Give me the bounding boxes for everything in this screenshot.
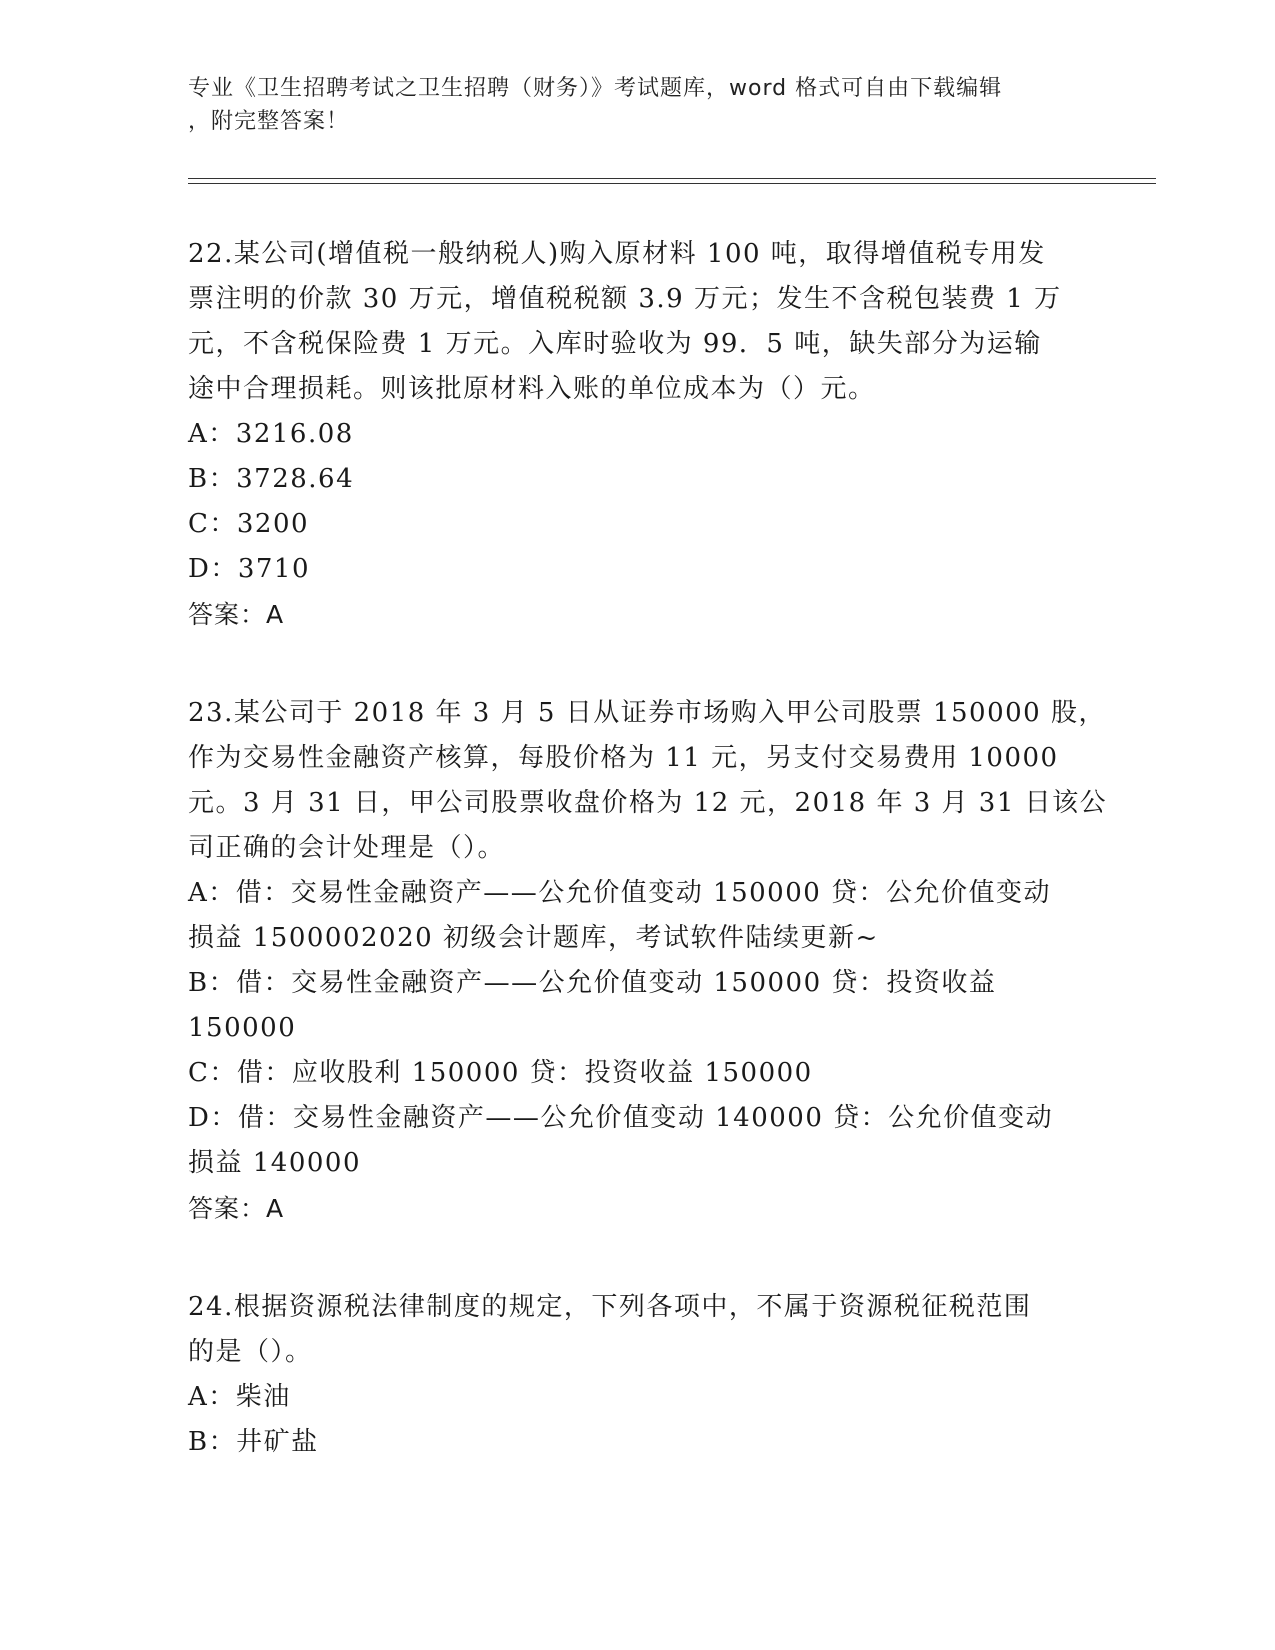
option-c bbox=[188, 502, 1088, 547]
question-stem-line: 24.根据资源税法律制度的规定，下列各项中，不属于资源税征税范围 bbox=[188, 1292, 1032, 1322]
option-a bbox=[188, 871, 1088, 961]
question-23 bbox=[188, 691, 1108, 1231]
question-stem-line: 司正确的会计处理是（）。 bbox=[188, 833, 506, 863]
question-stem bbox=[188, 232, 1088, 412]
option-line: B：井矿盐 bbox=[188, 1427, 319, 1457]
option-d bbox=[188, 1096, 1088, 1186]
option-line: 损益 1500002020 初级会计题库，考试软件陆续更新~ bbox=[188, 923, 879, 953]
option-line: C：3200 bbox=[188, 509, 310, 539]
question-stem bbox=[188, 1285, 1088, 1375]
option-d bbox=[188, 547, 1088, 592]
question-stem bbox=[188, 691, 1108, 871]
question-24 bbox=[188, 1285, 1088, 1465]
header-line: ，附完整答案！ bbox=[188, 109, 350, 134]
header-divider-bottom bbox=[188, 183, 1156, 184]
option-line: B：借：交易性金融资产——公允价值变动 150000 贷：投资收益 bbox=[188, 968, 997, 998]
question-stem-line: 22.某公司(增值税一般纳税人)购入原材料 100 吨，取得增值税专用发 bbox=[188, 239, 1046, 269]
option-line: C：借：应收股利 150000 贷：投资收益 150000 bbox=[188, 1058, 813, 1088]
option-a bbox=[188, 412, 1088, 457]
option-line: A：借：交易性金融资产——公允价值变动 150000 贷：公允价值变动 bbox=[188, 878, 1052, 908]
answer-line: 答案：A bbox=[188, 1194, 285, 1223]
document-header bbox=[188, 72, 1088, 138]
question-list bbox=[188, 232, 1108, 1519]
answer-line: 答案：A bbox=[188, 600, 285, 629]
option-line: D：借：交易性金融资产——公允价值变动 140000 贷：公允价值变动 bbox=[188, 1103, 1054, 1133]
option-line: A：柴油 bbox=[188, 1382, 291, 1412]
option-line: 150000 bbox=[188, 1013, 297, 1043]
question-stem-line: 元。3 月 31 日，甲公司股票收盘价格为 12 元，2018 年 3 月 31 日该公 bbox=[188, 788, 1108, 818]
option-line: A：3216.08 bbox=[188, 419, 354, 449]
option-a bbox=[188, 1375, 1088, 1420]
option-line: D：3710 bbox=[188, 554, 311, 584]
option-line: B：3728.64 bbox=[188, 464, 355, 494]
option-b bbox=[188, 457, 1088, 502]
question-stem-line: 元，不含税保险费 1 万元。入库时验收为 99．5 吨，缺失部分为运输 bbox=[188, 329, 1042, 359]
question-stem-line: 作为交易性金融资产核算，每股价格为 11 元，另支付交易费用 10000 bbox=[188, 743, 1059, 773]
question-stem-line: 的是（）。 bbox=[188, 1337, 313, 1367]
option-b bbox=[188, 1420, 1088, 1465]
header-line: 专业《卫生招聘考试之卫生招聘（财务）》考试题库，word 格式可自由下载编辑 bbox=[188, 76, 1003, 101]
question-stem-line: 途中合理损耗。则该批原材料入账的单位成本为（）元。 bbox=[188, 374, 876, 404]
option-line: 损益 140000 bbox=[188, 1148, 362, 1178]
question-stem-line: 票注明的价款 30 万元，增值税税额 3.9 万元；发生不含税包装费 1 万 bbox=[188, 284, 1062, 314]
question-22 bbox=[188, 232, 1088, 637]
header-divider-top bbox=[188, 178, 1156, 179]
option-c bbox=[188, 1051, 1088, 1096]
question-stem-line: 23.某公司于 2018 年 3 月 5 日从证券市场购入甲公司股票 150000 股， bbox=[188, 698, 1106, 728]
option-b bbox=[188, 961, 1088, 1051]
